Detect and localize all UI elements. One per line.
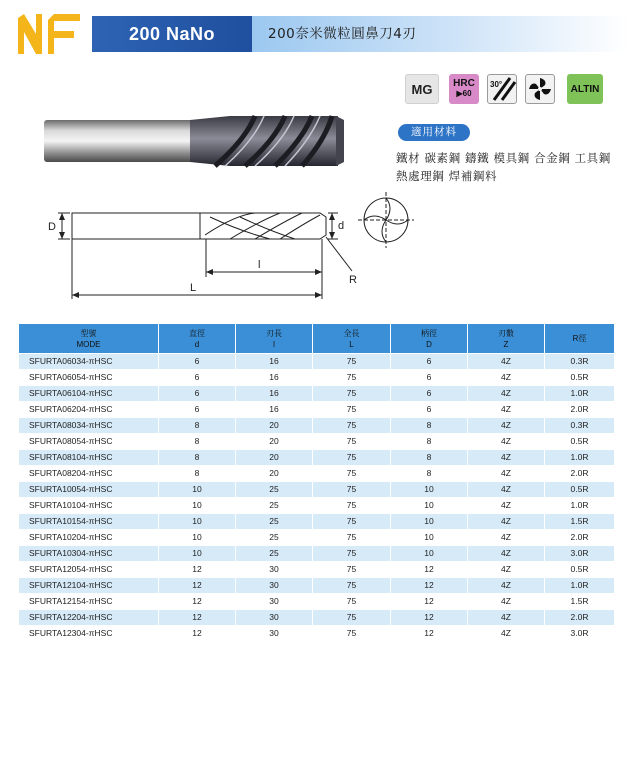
radius-cell: 0.5R	[545, 482, 615, 498]
flute-length-cell: 30	[236, 594, 313, 610]
col-flute-length-header	[236, 324, 313, 354]
flutes-cell: 4Z	[468, 578, 545, 594]
flute-length-cell: 30	[236, 626, 313, 642]
overall-length-cell: 75	[313, 594, 391, 610]
mg-badge	[405, 74, 439, 104]
radius-cell: 2.0R	[545, 610, 615, 626]
shank-diameter-cell: 10	[391, 498, 468, 514]
overall-length-cell: 75	[313, 610, 391, 626]
diameter-cell: 8	[159, 418, 236, 434]
four-flute-icon	[527, 76, 553, 102]
diameter-cell: 6	[159, 402, 236, 418]
product-photo	[40, 110, 370, 175]
table-header-row	[19, 324, 615, 354]
flutes-cell: 4Z	[468, 562, 545, 578]
diameter-cell: 10	[159, 514, 236, 530]
flute-length-cell: 25	[236, 482, 313, 498]
flutes-cell: 4Z	[468, 594, 545, 610]
diameter-cell: 12	[159, 626, 236, 642]
diameter-cell: 10	[159, 530, 236, 546]
overall-length-cell: 75	[313, 578, 391, 594]
model-cell: SFURTA12104-πHSC	[19, 578, 159, 594]
model-cell: SFURTA08104-πHSC	[19, 450, 159, 466]
flute-length-cell: 30	[236, 610, 313, 626]
dimension-drawing	[40, 195, 380, 310]
radius-cell: 1.5R	[545, 514, 615, 530]
overall-length-cell: 75	[313, 418, 391, 434]
end-view-drawing	[356, 190, 416, 250]
overall-length-cell: 75	[313, 354, 391, 370]
table-row	[19, 450, 615, 466]
flutes-cell: 4Z	[468, 450, 545, 466]
flutes-cell: 4Z	[468, 434, 545, 450]
model-cell: SFURTA06204-πHSC	[19, 402, 159, 418]
flute-length-cell: 16	[236, 354, 313, 370]
table-row	[19, 546, 615, 562]
shank-diameter-cell: 12	[391, 610, 468, 626]
shank-diameter-cell: 8	[391, 434, 468, 450]
overall-length-cell: 75	[313, 498, 391, 514]
flutes-cell: 4Z	[468, 546, 545, 562]
flute-length-cell: 25	[236, 546, 313, 562]
shank-diameter-cell: 8	[391, 450, 468, 466]
table-row	[19, 594, 615, 610]
shank-diameter-cell: 10	[391, 482, 468, 498]
flutes-cell: 4Z	[468, 498, 545, 514]
header-sublabel: l	[273, 339, 275, 349]
mg-badge-label: MG	[411, 81, 433, 97]
helix-angle-label: 30°	[490, 80, 503, 89]
header-sublabel: D	[426, 339, 432, 349]
model-cell: SFURTA06104-πHSC	[19, 386, 159, 402]
radius-cell: 3.0R	[545, 546, 615, 562]
overall-length-cell: 75	[313, 402, 391, 418]
hrc-badge-label: HRC	[453, 78, 475, 89]
shank-diameter-cell: 12	[391, 562, 468, 578]
overall-length-cell: 75	[313, 482, 391, 498]
model-cell: SFURTA08204-πHSC	[19, 466, 159, 482]
flute-length-cell: 16	[236, 370, 313, 386]
flute-length-cell: 16	[236, 402, 313, 418]
diameter-cell: 12	[159, 594, 236, 610]
model-cell: SFURTA08034-πHSC	[19, 418, 159, 434]
helix-angle-icon	[488, 75, 516, 103]
diameter-cell: 12	[159, 562, 236, 578]
series-banner	[92, 16, 252, 52]
dim-label-R: R	[349, 274, 357, 286]
col-model-header	[19, 324, 159, 354]
model-cell: SFURTA10104-πHSC	[19, 498, 159, 514]
table-row	[19, 418, 615, 434]
header-label: 柄徑	[421, 328, 437, 338]
product-banner	[252, 16, 628, 52]
overall-length-cell: 75	[313, 466, 391, 482]
model-cell: SFURTA10304-πHSC	[19, 546, 159, 562]
col-shank-diameter-header	[391, 324, 468, 354]
radius-cell: 1.5R	[545, 594, 615, 610]
coating-label: ALTIN	[570, 83, 600, 95]
header-label: 直徑	[189, 328, 205, 338]
table-row	[19, 562, 615, 578]
overall-length-cell: 75	[313, 626, 391, 642]
hrc-badge-value: ▶60	[456, 89, 472, 98]
dim-label-L: L	[190, 282, 197, 294]
table-row	[19, 386, 615, 402]
coating-badge	[567, 74, 603, 104]
dim-label-d: d	[338, 220, 345, 232]
flutes-cell: 4Z	[468, 354, 545, 370]
product-name: 200奈米微粒圓鼻刀4刃	[268, 26, 417, 42]
dim-label-l: l	[258, 259, 261, 271]
shank-diameter-cell: 10	[391, 514, 468, 530]
radius-cell: 2.0R	[545, 402, 615, 418]
model-cell: SFURTA10204-πHSC	[19, 530, 159, 546]
helix-angle-badge	[487, 74, 517, 104]
radius-cell: 0.3R	[545, 418, 615, 434]
diameter-cell: 6	[159, 354, 236, 370]
overall-length-cell: 75	[313, 562, 391, 578]
overall-length-cell: 75	[313, 386, 391, 402]
radius-cell: 1.0R	[545, 498, 615, 514]
flute-length-cell: 30	[236, 578, 313, 594]
radius-cell: 1.0R	[545, 386, 615, 402]
header-label: 刃長	[266, 328, 282, 338]
overall-length-cell: 75	[313, 530, 391, 546]
table-row	[19, 578, 615, 594]
model-cell: SFURTA06054-πHSC	[19, 370, 159, 386]
model-cell: SFURTA12154-πHSC	[19, 594, 159, 610]
flutes-cell: 4Z	[468, 402, 545, 418]
flutes-cell: 4Z	[468, 482, 545, 498]
flute-length-cell: 16	[236, 386, 313, 402]
header-sublabel: d	[194, 339, 200, 349]
radius-cell: 0.5R	[545, 434, 615, 450]
radius-cell: 0.5R	[545, 370, 615, 386]
model-cell: SFURTA12204-πHSC	[19, 610, 159, 626]
shank-diameter-cell: 10	[391, 546, 468, 562]
header-label: 刃數	[498, 328, 514, 338]
model-cell: SFURTA10054-πHSC	[19, 482, 159, 498]
model-cell: SFURTA08054-πHSC	[19, 434, 159, 450]
flutes-cell: 4Z	[468, 610, 545, 626]
materials-line-2: 熱處理鋼 焊補鋼料	[396, 169, 498, 183]
diameter-cell: 10	[159, 498, 236, 514]
col-flutes-header	[468, 324, 545, 354]
table-row	[19, 530, 615, 546]
shank-diameter-cell: 12	[391, 594, 468, 610]
shank-diameter-cell: 12	[391, 578, 468, 594]
shank-diameter-cell: 6	[391, 386, 468, 402]
series-label: 200 NaNo	[128, 24, 216, 44]
flutes-cell: 4Z	[468, 514, 545, 530]
diameter-cell: 10	[159, 482, 236, 498]
flute-length-cell: 20	[236, 466, 313, 482]
shank-diameter-cell: 8	[391, 418, 468, 434]
radius-cell: 2.0R	[545, 466, 615, 482]
diameter-cell: 8	[159, 450, 236, 466]
header-label: R徑	[572, 334, 587, 343]
table-row	[19, 498, 615, 514]
shank-diameter-cell: 6	[391, 402, 468, 418]
model-cell: SFURTA12304-πHSC	[19, 626, 159, 642]
table-row	[19, 482, 615, 498]
radius-cell: 0.3R	[545, 354, 615, 370]
diameter-cell: 8	[159, 466, 236, 482]
header-label: 全長	[343, 328, 360, 338]
radius-cell: 3.0R	[545, 626, 615, 642]
col-overall-length-header	[313, 324, 391, 354]
diameter-cell: 6	[159, 370, 236, 386]
diameter-cell: 12	[159, 578, 236, 594]
model-cell: SFURTA06034-πHSC	[19, 354, 159, 370]
header-label: 型號	[80, 328, 97, 338]
diameter-cell: 10	[159, 546, 236, 562]
col-radius-header	[545, 324, 615, 354]
overall-length-cell: 75	[313, 546, 391, 562]
table-row	[19, 370, 615, 386]
flute-length-cell: 30	[236, 562, 313, 578]
shank-diameter-cell: 10	[391, 530, 468, 546]
overall-length-cell: 75	[313, 514, 391, 530]
radius-cell: 1.0R	[545, 578, 615, 594]
flutes-cell: 4Z	[468, 418, 545, 434]
header-sublabel: MODE	[76, 339, 101, 349]
model-cell: SFURTA12054-πHSC	[19, 562, 159, 578]
flutes-cell: 4Z	[468, 466, 545, 482]
flutes-cell: 4Z	[468, 626, 545, 642]
hrc-badge	[449, 74, 479, 104]
table-row	[19, 354, 615, 370]
shank-diameter-cell: 6	[391, 370, 468, 386]
header-sublabel: Z	[503, 339, 509, 349]
table-row	[19, 434, 615, 450]
shank-diameter-cell: 6	[391, 354, 468, 370]
four-flute-badge	[525, 74, 555, 104]
flute-length-cell: 20	[236, 418, 313, 434]
flutes-cell: 4Z	[468, 370, 545, 386]
shank-diameter-cell: 12	[391, 626, 468, 642]
radius-cell: 0.5R	[545, 562, 615, 578]
radius-cell: 1.0R	[545, 450, 615, 466]
company-logo	[16, 12, 82, 56]
flutes-cell: 4Z	[468, 530, 545, 546]
flute-length-cell: 25	[236, 514, 313, 530]
table-row	[19, 610, 615, 626]
table-row	[19, 402, 615, 418]
flutes-cell: 4Z	[468, 386, 545, 402]
flute-length-cell: 20	[236, 434, 313, 450]
materials-title: 適用材料	[398, 124, 470, 141]
model-cell: SFURTA10154-πHSC	[19, 514, 159, 530]
flute-length-cell: 25	[236, 498, 313, 514]
table-row	[19, 626, 615, 642]
col-diameter-header	[159, 324, 236, 354]
flute-length-cell: 25	[236, 530, 313, 546]
table-row	[19, 514, 615, 530]
overall-length-cell: 75	[313, 450, 391, 466]
flute-length-cell: 20	[236, 450, 313, 466]
table-body	[19, 354, 615, 642]
overall-length-cell: 75	[313, 434, 391, 450]
header-sublabel: L	[349, 339, 354, 349]
overall-length-cell: 75	[313, 370, 391, 386]
table-row	[19, 466, 615, 482]
shank-diameter-cell: 8	[391, 466, 468, 482]
spec-table	[18, 323, 615, 642]
materials-line-1: 鐵材 碳素鋼 鑄鐵 模具鋼 合金鋼 工具鋼	[396, 151, 611, 165]
radius-cell: 2.0R	[545, 530, 615, 546]
dim-label-D: D	[48, 221, 56, 233]
diameter-cell: 12	[159, 610, 236, 626]
diameter-cell: 6	[159, 386, 236, 402]
diameter-cell: 8	[159, 434, 236, 450]
